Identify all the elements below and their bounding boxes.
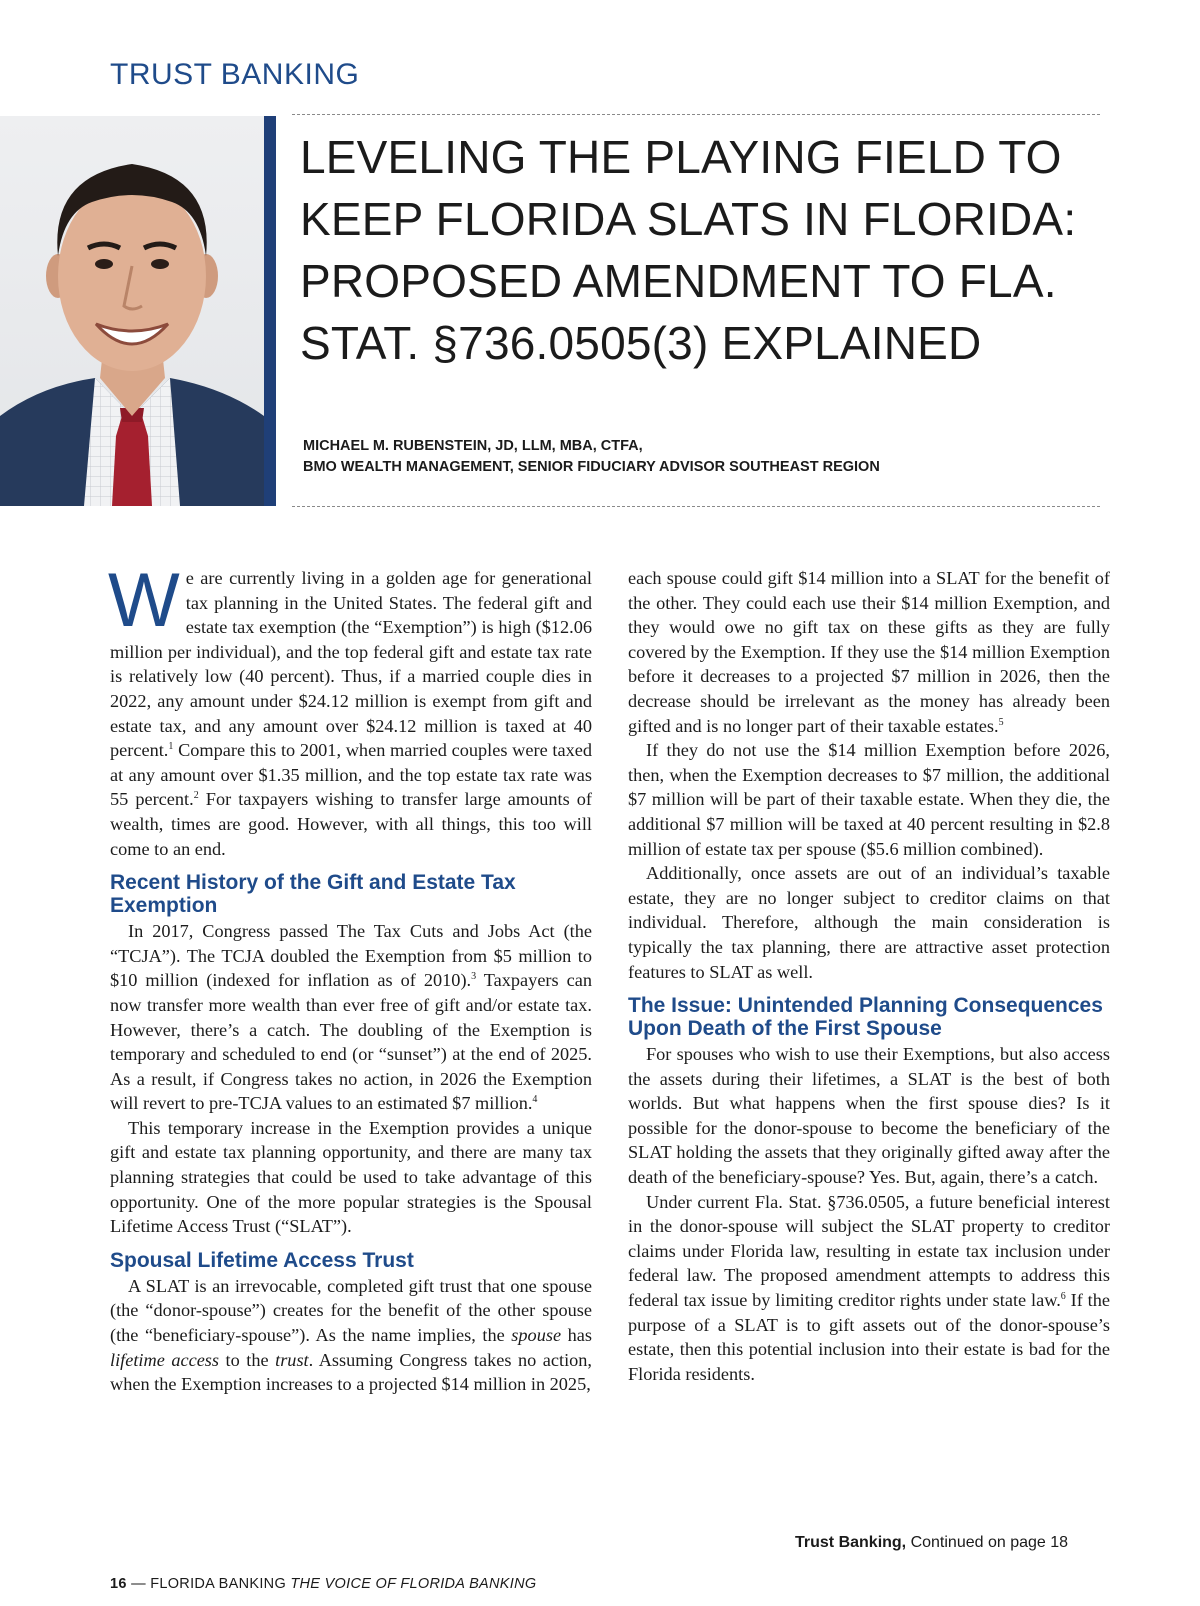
body-paragraph: For spouses who wish to use their Exemptions, but also access the assets during their lifetimes, a SLAT is the best of both worlds. But what happens when the first spouse dies? Is it possible for the donor-spouse to become the beneficiary of the SLAT holding the assets that they originally gifted away after the death of the beneficiary-spouse? Yes. But, again, there’s a catch. bbox=[628, 1044, 1110, 1188]
byline-affiliation: BMO WEALTH MANAGEMENT, SENIOR FIDUCIARY ADVISOR SOUTHEAST REGION bbox=[303, 459, 880, 475]
byline-author: MICHAEL M. RUBENSTEIN, JD, LLM, MBA, CTFA, bbox=[303, 438, 643, 454]
section-label: TRUST BANKING bbox=[110, 58, 360, 91]
publication-name: — FLORIDA BANKING bbox=[126, 1576, 291, 1592]
footnote-ref: 2 bbox=[193, 790, 199, 802]
page-number: 16 bbox=[110, 1576, 127, 1592]
drop-cap: W bbox=[108, 558, 180, 643]
page-footer bbox=[110, 1576, 536, 1592]
footnote-ref: 6 bbox=[1060, 1290, 1066, 1302]
body-paragraph: each spouse could gift $14 million into a SLAT for the benefit of the other. They could each use their $14 million Exemption, and they would owe no gift tax on these gifts as they are fully covered by the Exemption. If they use the $14 million Exemption before it decreases to a projected $7 million in 2026, then the decrease should be irrelevant as the money has already been gifted and is no longer part of their taxable estates.$^5$ bbox=[628, 568, 1110, 736]
subheading-the-issue: The Issue: Unintended Planning Consequences Upon Death of the First Spouse bbox=[628, 994, 1103, 1041]
body-paragraph: A SLAT is an irrevocable, completed gift trust that one spouse (the “donor-spouse”) creates for the benefit of the other spouse (the “beneficiary-spouse”). As the name implies, the spouse has lifetime access to the trust. Assuming Congress takes no action, when the Exemption increases to a projected $14 million in 2025, bbox=[110, 1275, 592, 1395]
body-paragraph: If they do not use the $14 million Exemption before 2026, then, when the Exemption decreases to $7 million, the additional $7 million will be part of their taxable estate. When they die, the additional $7 million will be taxed at 40 percent resulting in $2.8 million of estate tax per spouse ($5.6 million combined). bbox=[628, 740, 1110, 859]
footnote-ref: 1 bbox=[168, 741, 174, 753]
left-column bbox=[108, 558, 592, 1397]
right-column bbox=[628, 566, 1110, 1386]
continued-note[interactable]: Trust Banking, Continued on page 18 bbox=[795, 1534, 1069, 1551]
article-headline: LEVELING THE PLAYING FIELD TO KEEP FLORIDA SLATS IN FLORIDA: PROPOSED AMENDMENT TO FLA. STAT. §736.0505(3) EXPLAINED bbox=[300, 131, 1077, 369]
publication-tagline: THE VOICE OF FLORIDA BANKING bbox=[290, 1576, 537, 1592]
intro-paragraph: We are currently living in a golden age for generational tax planning in the United States. The federal gift and estate tax exemption (the “Exemption”) is high ($12.06 million per individual), and the top federal gift and estate tax rate is relatively low (40 percent). Thus, if a married couple dies in 2022, any amount under $24.12 million is exempt from gift and estate tax, and any amount over $24.12 million is taxed at 40 percent.$^1$ Compare this to 2001, when married couples were taxed at any amount over $1.35 million, and the top estate tax rate was 55 percent.$^2$ For taxpayers wishing to transfer large amounts of wealth, times are good. However, with all things, this too will come to an end. bbox=[108, 558, 592, 859]
body-paragraph: This temporary increase in the Exemption provides a unique gift and estate tax planning opportunity, and there are many tax planning strategies that could be used to take advantage of this opportunity. One of the more popular strategies is the Spousal Lifetime Access Trust (“SLAT”). bbox=[110, 1117, 592, 1237]
author-portrait-image bbox=[0, 116, 264, 506]
top-divider bbox=[292, 114, 1100, 115]
body-paragraph: Under current Fla. Stat. §736.0505, a future beneficial interest in the donor-spouse will subject the SLAT property to creditor claims under Florida law, resulting in estate tax inclusion under federal law. The proposed amendment attempts to address this federal tax issue by limiting creditor rights under state law.$^6$ If the purpose of a SLAT is to gift assets out of the donor-spouse’s estate, then this potential inclusion into their estate is bad for the Florida residents. bbox=[628, 1191, 1110, 1384]
body-paragraph: In 2017, Congress passed The Tax Cuts and Jobs Act (the “TCJA”). The TCJA doubled the Exemption from $5 million to $10 million (indexed for inflation as of 2010).$^3$ Taxpayers can now transfer more wealth than ever free of gift and/or estate tax. However, there’s a catch. The doubling of the Exemption is temporary and scheduled to end (or “sunset”) at the end of 2025. As a result, if Congress takes no action, in 2026 the Exemption will revert to pre-TCJA values to an estimated $7 million.$^4$ bbox=[110, 921, 592, 1114]
footnote-ref: 5 bbox=[998, 716, 1004, 728]
author-photo bbox=[0, 116, 264, 506]
subheading-slat: Spousal Lifetime Access Trust bbox=[110, 1248, 414, 1272]
byline bbox=[303, 436, 880, 478]
bottom-divider bbox=[292, 506, 1100, 507]
footnote-ref: 4 bbox=[532, 1094, 538, 1106]
subheading-recent-history: Recent History of the Gift and Estate Tax Exemption bbox=[110, 871, 516, 918]
accent-bar bbox=[264, 116, 276, 506]
body-paragraph: Additionally, once assets are out of an individual’s taxable estate, they are no longer subject to creditor claims on that individual. Therefore, although the main consideration is typically the tax planning, there are attractive asset protection features to SLAT as well. bbox=[628, 863, 1110, 982]
footnote-ref: 3 bbox=[471, 971, 477, 983]
